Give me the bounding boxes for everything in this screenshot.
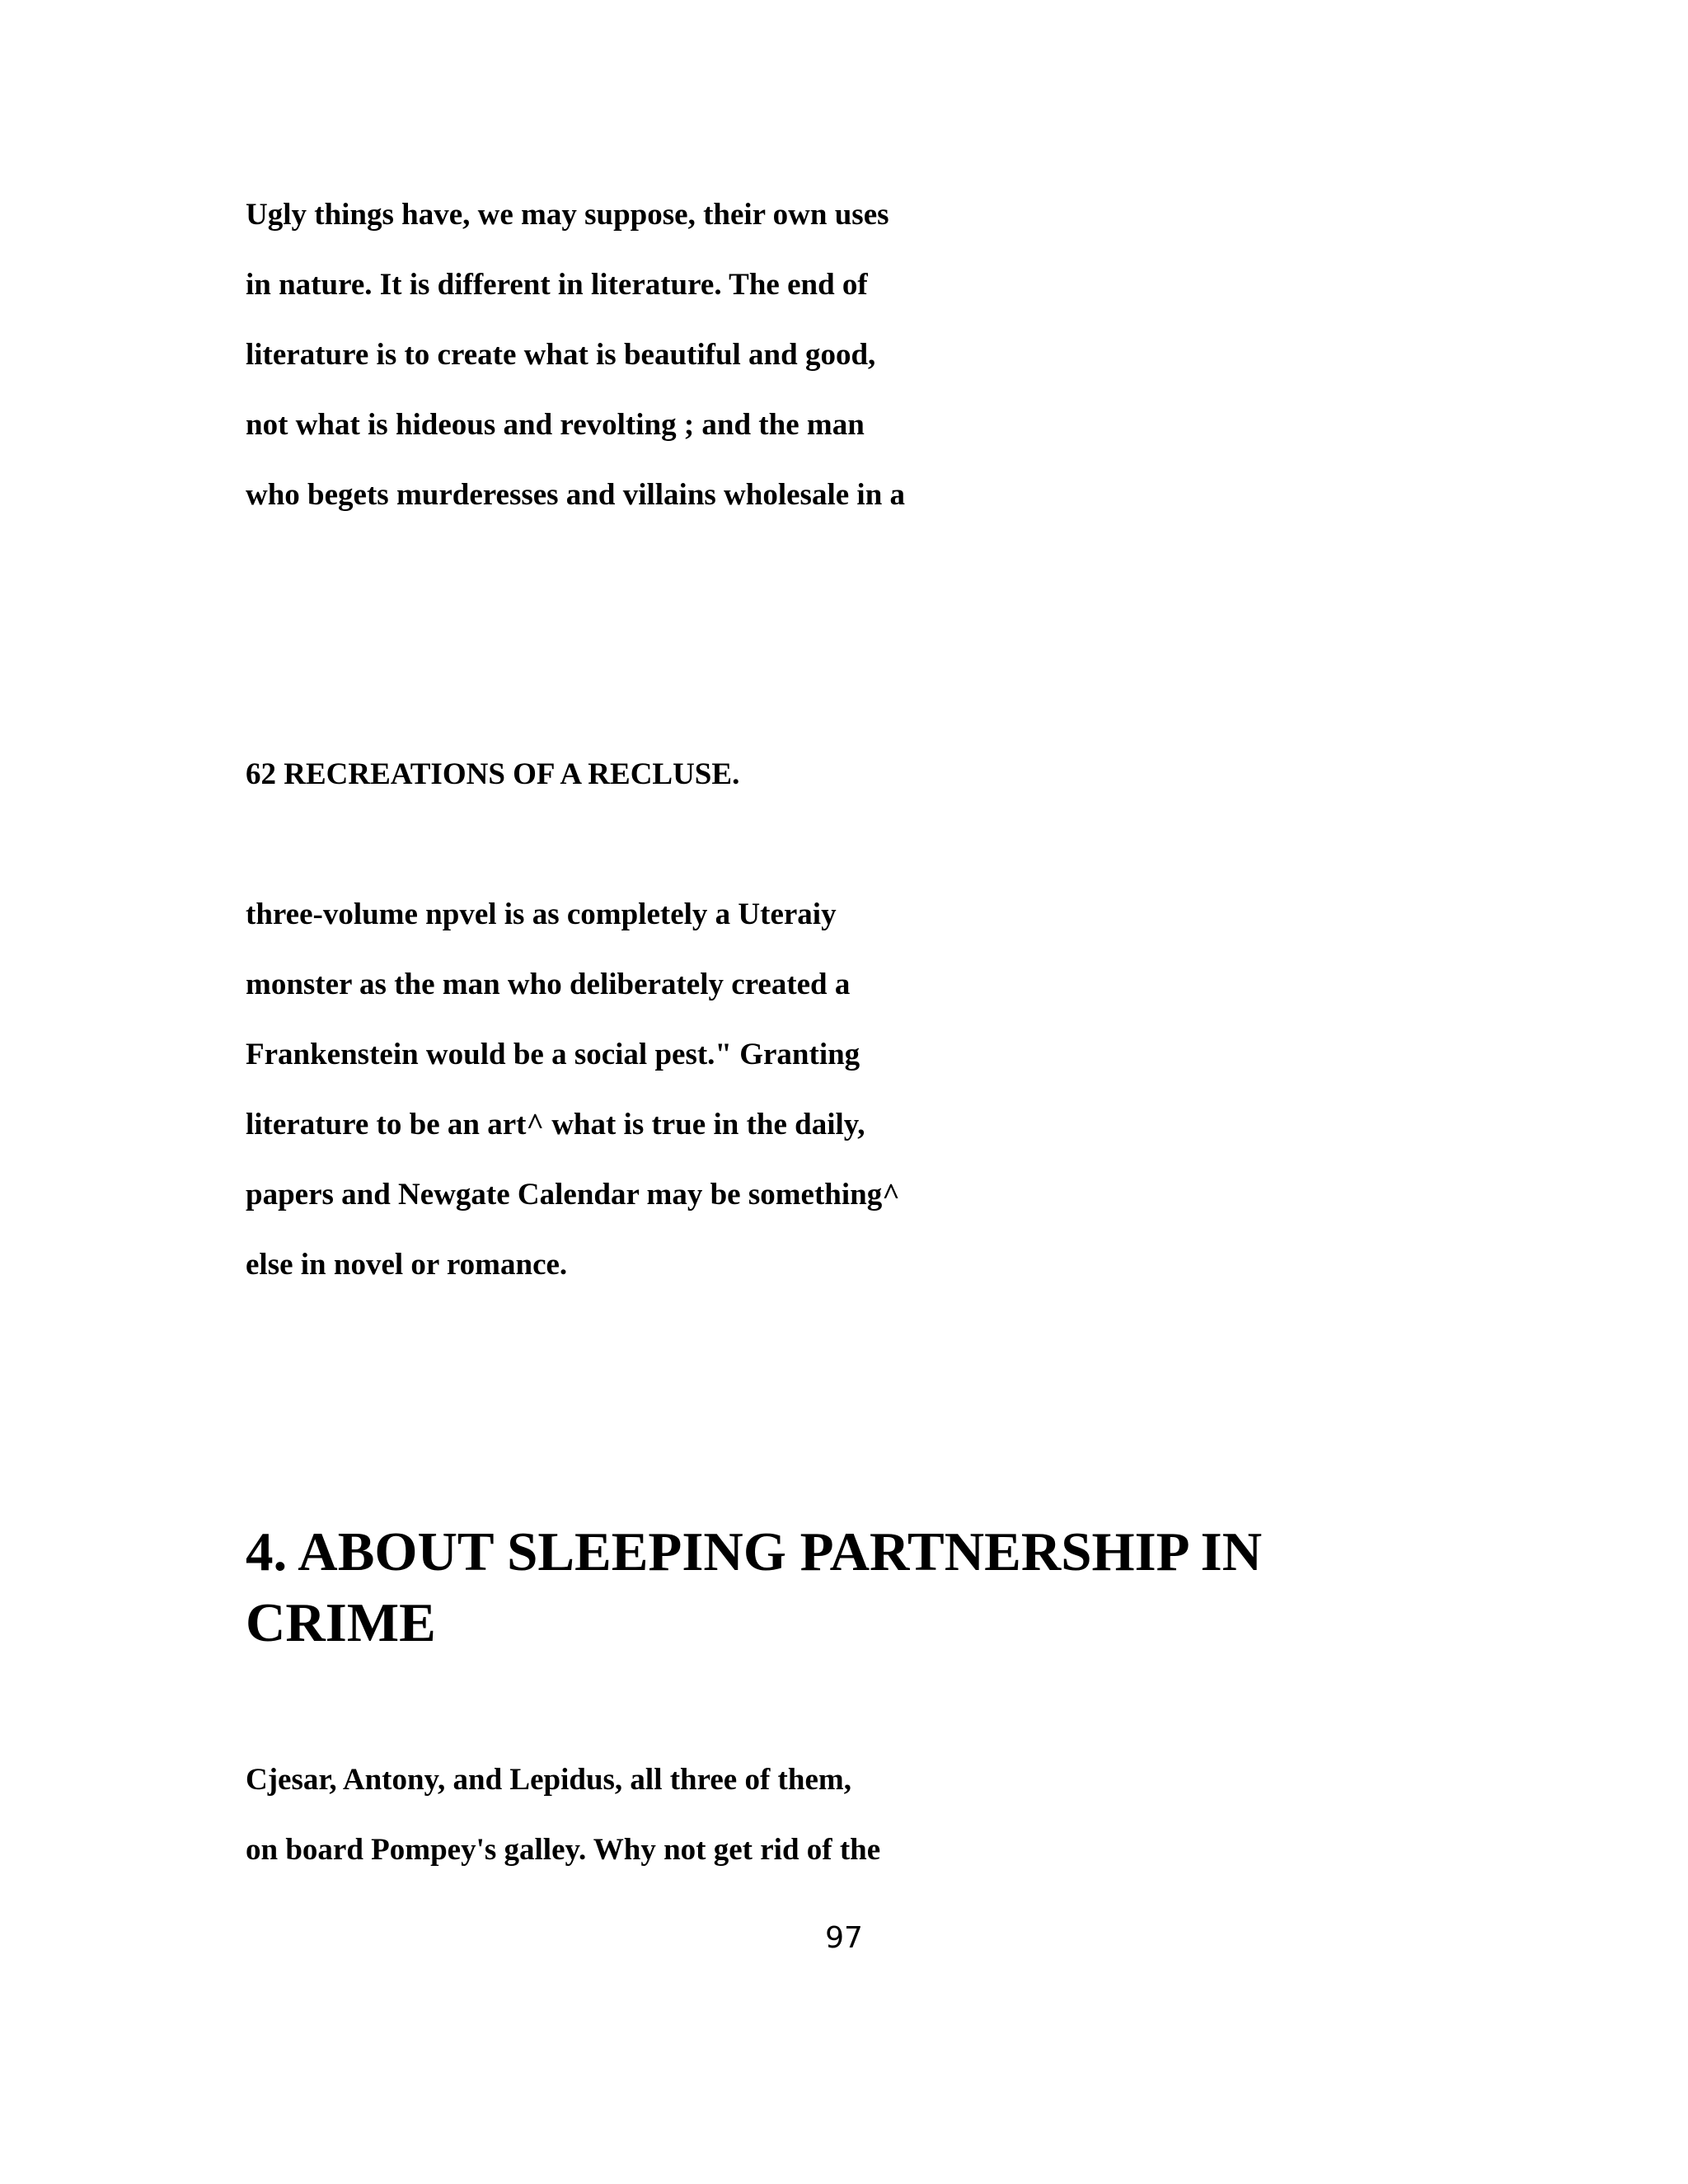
text-line: else in novel or romance. [246, 1248, 568, 1282]
text-line: literature to be an art^ what is true in the daily, [246, 1108, 865, 1141]
chapter-heading-line: CRIME [246, 1592, 436, 1653]
text-line: Cjesar, Antony, and Lepidus, all three of them, [246, 1763, 851, 1797]
text-line: literature is to create what is beautiful and good, [246, 338, 876, 372]
text-line: Frankenstein would be a social pest." Granting [246, 1038, 860, 1071]
running-header: 62 RECREATIONS OF A RECLUSE. [246, 757, 740, 791]
text-line: not what is hideous and revolting ; and the man [246, 408, 865, 442]
page-number: 97 [825, 1921, 863, 1955]
text-line: Ugly things have, we may suppose, their own uses [246, 198, 889, 232]
chapter-heading [246, 1516, 1482, 1658]
text-line: monster as the man who deliberately created a [246, 968, 851, 1001]
text-line: papers and Newgate Calendar may be something^ [246, 1178, 900, 1212]
text-line: on board Pompey's galley. Why not get rid of the [246, 1833, 881, 1867]
text-line: three-volume npvel is as completely a Uteraiy [246, 898, 837, 931]
chapter-heading-line: 4. ABOUT SLEEPING PARTNERSHIP IN [246, 1521, 1263, 1582]
text-line: in nature. It is different in literature. The end of [246, 268, 868, 302]
text-line: who begets murderesses and villains wholesale in a [246, 478, 906, 512]
